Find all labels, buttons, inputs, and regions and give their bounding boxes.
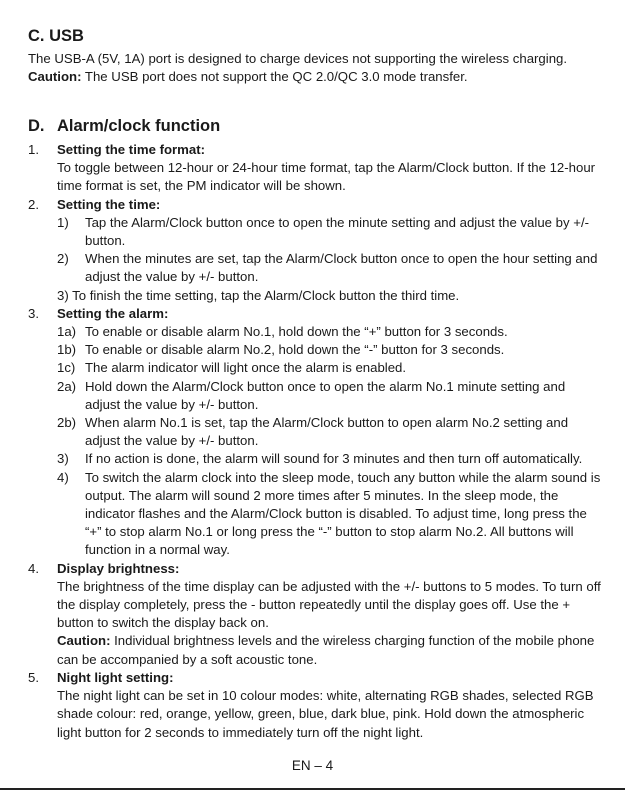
caution-text: The USB port does not support the QC 2.0/QC 3.0 mode transfer. — [81, 69, 468, 85]
item-number: 3. — [28, 305, 39, 321]
list-item-time-format — [28, 141, 603, 196]
section-heading-usb: C. USB — [28, 27, 84, 45]
sub-step — [57, 323, 603, 341]
sub-step-number: 2a) — [57, 378, 77, 394]
sub-step-text: Hold down the Alarm/Clock button once to open the alarm No.1 minute setting and adjust the value by +/- button. — [85, 378, 566, 412]
item-number: 4. — [28, 560, 39, 576]
sub-step — [57, 414, 603, 450]
list-item-night-light — [28, 669, 603, 742]
sub-step-text: The alarm indicator will light once the alarm is enabled. — [85, 360, 407, 376]
item-text: The brightness of the time display can be adjusted with the +/- buttons to 5 modes. To turn off the display completely, press the - button repeatedly until the display goes off. Use the + button to switch the display back on. — [57, 578, 601, 631]
sub-step-number: 1c) — [57, 360, 76, 376]
sub-step-number: 3) — [57, 451, 69, 467]
caution-label: Caution: — [28, 69, 82, 85]
list-item-setting-alarm — [28, 305, 603, 560]
item-title: Setting the time format: — [57, 142, 205, 157]
list-item-display-brightness — [28, 560, 603, 669]
item-text: The night light can be set in 10 colour modes: white, alternating RGB shades, selected RGB shade colour: red, orange, yellow, green, blue, dark blue, pink. Hold down the atmospheric light button for 2 seconds to immediately turn off the night light. — [57, 688, 594, 740]
brightness-caution — [57, 632, 603, 668]
sub-step-tail: 3) To finish the time setting, tap the Alarm/Clock button the third time. — [57, 287, 460, 303]
sub-step-text: To enable or disable alarm No.1, hold down the “+” button for 3 seconds. — [85, 324, 508, 340]
sub-step-number: 2) — [57, 251, 69, 267]
caution-label: Caution: — [57, 633, 111, 649]
sub-step — [57, 450, 603, 468]
item-text: To toggle between 12-hour or 24-hour time format, tap the Alarm/Clock button. If the 12-hour time format is set, the PM indicator will be shown. — [57, 160, 596, 194]
sub-step-text: When alarm No.1 is set, tap the Alarm/Clock button to open alarm No.2 setting and adjust the value by +/- button. — [85, 415, 569, 449]
item-title: Setting the alarm: — [57, 305, 169, 321]
section-letter: D. — [28, 117, 45, 135]
sub-step-text: If no action is done, the alarm will sound for 3 minutes and then turn off automatically. — [85, 451, 583, 467]
item-title: Night light setting: — [57, 669, 174, 685]
list-item-setting-time — [28, 196, 603, 305]
sub-step — [57, 359, 603, 377]
sub-step-number: 1a) — [57, 324, 77, 340]
sub-step-text: To enable or disable alarm No.2, hold down the “-” button for 3 seconds. — [85, 342, 505, 358]
alarm-instructions-list — [28, 141, 603, 742]
sub-step-number: 1b) — [57, 342, 77, 358]
usb-body-text: The USB-A (5V, 1A) port is designed to charge devices not supporting the wireless charging. — [28, 51, 568, 66]
sub-step — [57, 341, 603, 359]
item-number: 1. — [28, 142, 39, 157]
section-heading-alarm — [28, 116, 220, 136]
item-number: 2. — [28, 196, 39, 212]
sub-step-text: To switch the alarm clock into the sleep mode, touch any button while the alarm sound is output. The alarm will sound 2 more times after 5 minutes. In the sleep mode, the indicator flashes and the Alarm/Clock button is disabled. To adjust time, long press the “+” to stop alarm No.1 or long press the “-” button to stop alarm No.2. All buttons will function in a normal way. — [85, 469, 601, 558]
item-title: Setting the time: — [57, 196, 161, 212]
item-title: Display brightness: — [57, 560, 180, 576]
item-number: 5. — [28, 669, 39, 685]
sub-step-number: 2b) — [57, 415, 77, 431]
sub-step — [57, 250, 603, 286]
sub-step-number: 1) — [57, 214, 69, 230]
usb-paragraph — [28, 50, 603, 86]
page-number: EN – 4 — [291, 758, 334, 773]
sub-step-text: When the minutes are set, tap the Alarm/Clock button once to open the hour setting and adjust the value by +/- button. — [85, 251, 598, 285]
sub-step — [57, 214, 603, 250]
section-title: Alarm/clock function — [57, 117, 221, 135]
bottom-divider — [0, 788, 625, 790]
usb-caution — [28, 68, 603, 86]
sub-step — [57, 469, 603, 560]
caution-text: Individual brightness levels and the wireless charging function of the mobile phone can be accompanied by a soft acoustic tone. — [57, 633, 595, 667]
sub-step-number: 4) — [57, 469, 69, 485]
sub-step — [57, 378, 603, 414]
sub-step-text: Tap the Alarm/Clock button once to open the minute setting and adjust the value by +/- button. — [85, 214, 590, 249]
